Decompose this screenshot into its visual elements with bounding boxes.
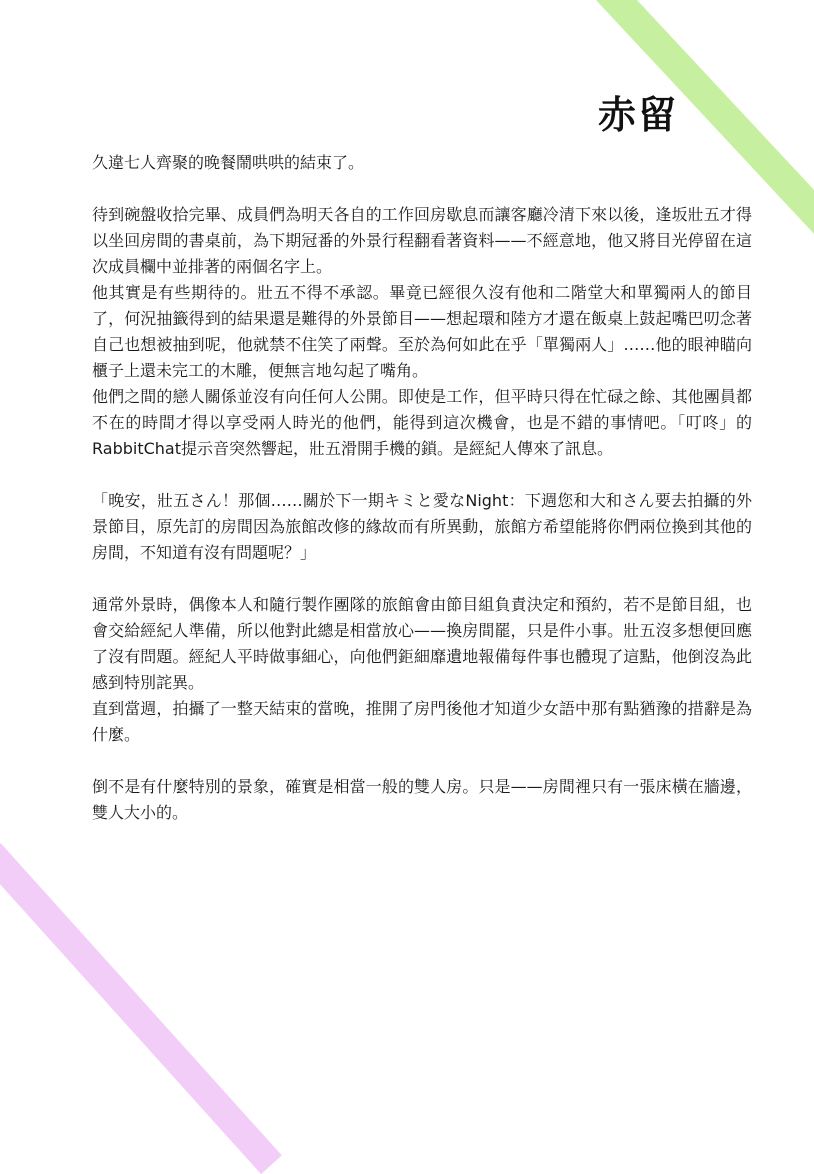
paragraph-5-message: 「晚安，壯五さん！那個……關於下一期キミと愛なNight：下週您和大和さん要去拍攝的外景節目，原先訂的房間因為旅館改修的緣故而有所異動，旅館方希望能將你們兩位換到其他的房間，不知道有沒有問題呢？」 — [92, 491, 752, 562]
paragraph-4: 他們之間的戀人關係並沒有向任何人公開。即使是工作，但平時只得在忙碌之餘、其他團員都不在的時間才得以享受兩人時光的他們，能得到這次機會，也是不錯的事情吧。「叮咚」的RabbitChat提示音突然響起，壯五滑開手機的鎖。是經紀人傳來了訊息。 — [92, 387, 752, 458]
paragraph-gap — [92, 748, 752, 774]
paragraph-gap — [92, 176, 752, 202]
paragraph-gap — [92, 462, 752, 488]
paragraph-3: 他其實是有些期待的。壯五不得不承認。畢竟已經很久沒有他和二階堂大和單獨兩人的節目了，何況抽籤得到的結果還是難得的外景節目——想起環和陸方才還在飯桌上鼓起嘴巴叨念著自己也想被抽到呢，他就禁不住笑了兩聲。至於為何如此在乎「單獨兩人」……他的眼神瞄向櫃子上還未完工的木雕，便無言地勾起了嘴角。 — [92, 283, 752, 380]
paragraph-1: 久違七人齊聚的晚餐鬧哄哄的結束了。 — [92, 153, 365, 172]
page-title: 赤留 — [598, 92, 679, 137]
paragraph-6: 通常外景時，偶像本人和隨行製作團隊的旅館會由節目組負責決定和預約，若不是節目組，也會交給經紀人準備，所以他對此總是相當放心——換房間罷，只是件小事。壯五沒多想便回應了沒有問題。經紀人平時做事細心，向他們鉅細靡遺地報備每件事也體現了這點，他倒沒為此感到特別詫異。 — [92, 595, 752, 692]
story-body — [92, 150, 752, 826]
paragraph-8: 倒不是有什麼特別的景象，確實是相當一般的雙人房。只是——房間裡只有一張床橫在牆邊，雙人大小的。 — [92, 777, 752, 822]
paragraph-7: 直到當週，拍攝了一整天結束的當晚，推開了房門後他才知道少女語中那有點猶豫的措辭是為什麼。 — [92, 699, 752, 744]
decorative-stripe-pink — [0, 843, 282, 1174]
paragraph-gap — [92, 566, 752, 592]
paragraph-2: 待到碗盤收拾完畢、成員們為明天各自的工作回房歇息而讓客廳冷清下來以後，逢坂壯五才得以坐回房間的書桌前，為下期冠番的外景行程翻看著資料——不經意地，他又將目光停留在這次成員欄中並排著的兩個名字上。 — [92, 205, 752, 276]
